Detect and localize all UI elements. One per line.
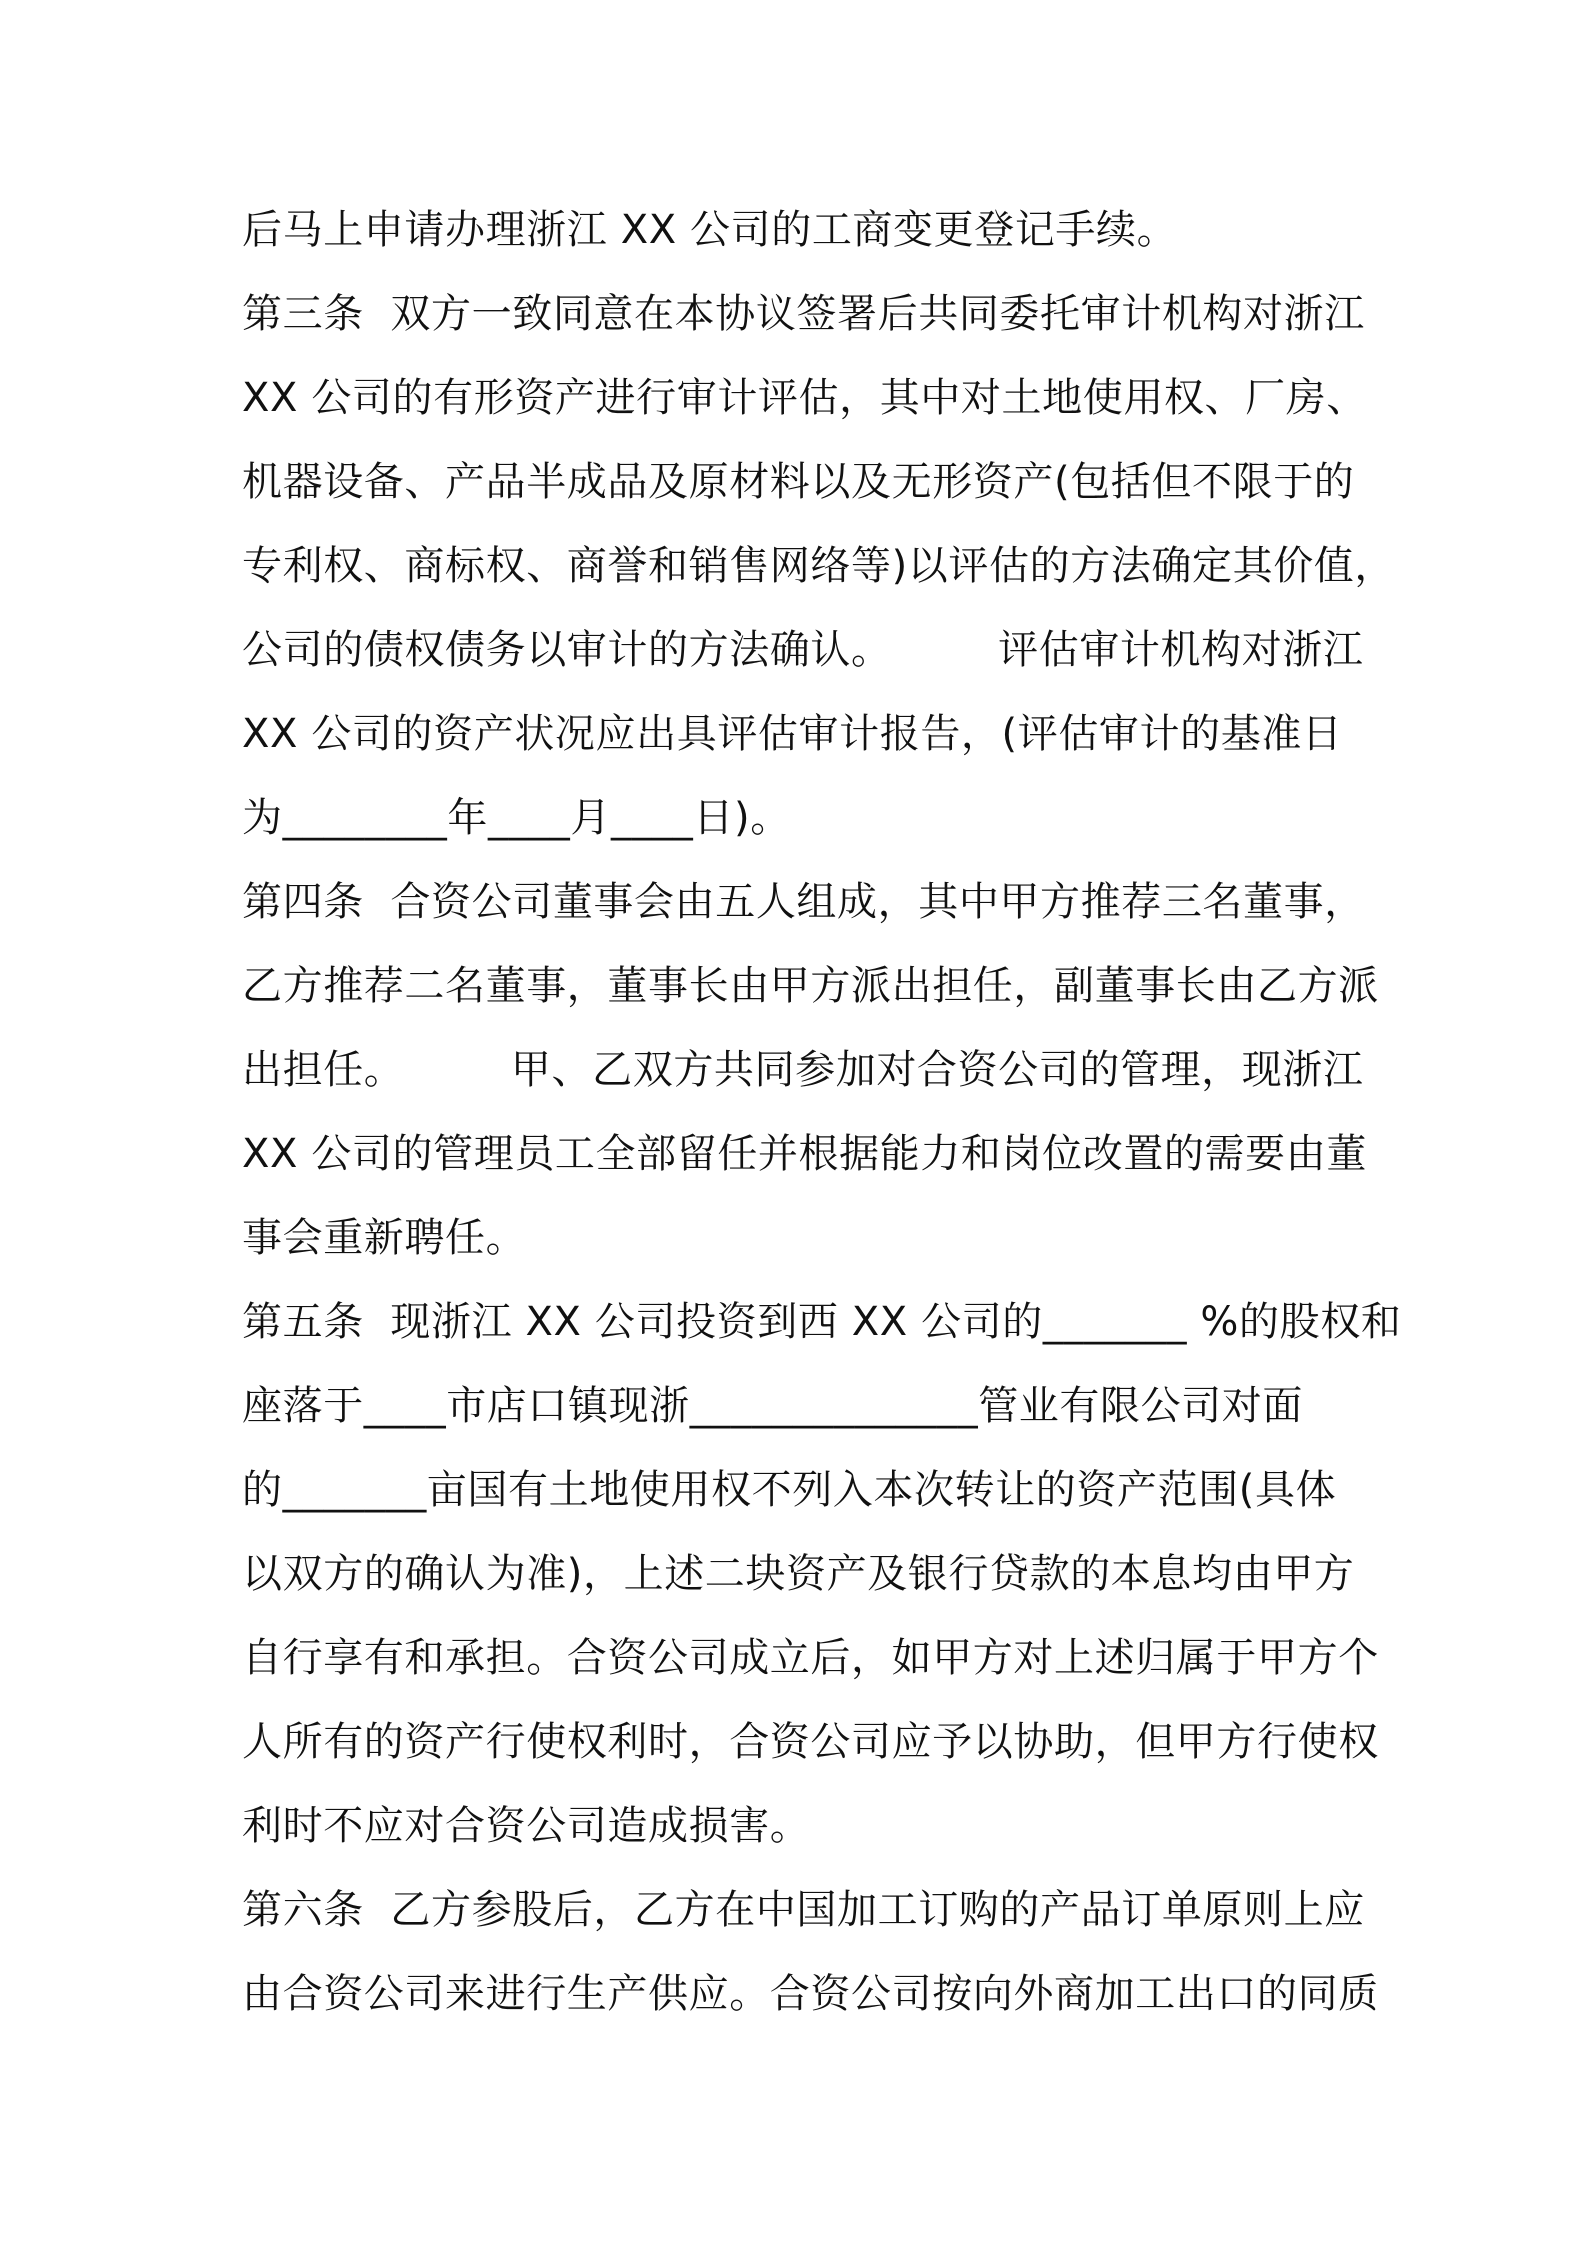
text-line: 由合资公司来进行生产供应。合资公司按向外商加工出口的同质 bbox=[242, 1971, 1379, 2017]
text-line: 专利权、商标权、商誉和销售网络等)以评估的方法确定其价值， bbox=[242, 543, 1396, 589]
text-line: 以双方的确认为准)，上述二块资产及银行贷款的本息均由甲方 bbox=[242, 1551, 1355, 1597]
text-line: 机器设备、产品半成品及原材料以及无形资产(包括但不限于的 bbox=[242, 459, 1355, 505]
text-line: 座落于____市店口镇现浙______________管业有限公司对面 bbox=[242, 1383, 1303, 1429]
text-line: 第五条 现浙江 XX 公司投资到西 XX 公司的_______ %的股权和 bbox=[242, 1299, 1402, 1345]
text-line: 第六条 乙方参股后，乙方在中国加工订购的产品订单原则上应 bbox=[242, 1887, 1365, 1933]
text-line: XX 公司的管理员工全部留任并根据能力和岗位改置的需要由董 bbox=[242, 1131, 1367, 1177]
text-line: 事会重新聘任。 bbox=[242, 1215, 527, 1261]
document-body bbox=[242, 188, 1402, 2036]
text-line: 为________年____月____日)。 bbox=[242, 795, 791, 841]
text-line: 第四条 合资公司董事会由五人组成，其中甲方推荐三名董事， bbox=[242, 879, 1365, 925]
text-line: 的_______亩国有土地使用权不列入本次转让的资产范围(具体 bbox=[242, 1467, 1337, 1513]
text-line: 乙方推荐二名董事，董事长由甲方派出担任，副董事长由乙方派 bbox=[242, 963, 1379, 1009]
text-line: 第三条 双方一致同意在本协议签署后共同委托审计机构对浙江 bbox=[242, 291, 1365, 337]
text-line: XX 公司的资产状况应出具评估审计报告，(评估审计的基准日 bbox=[242, 711, 1343, 757]
text-line: 后马上申请办理浙江 XX 公司的工商变更登记手续。 bbox=[242, 207, 1178, 253]
text-line: 利时不应对合资公司造成损害。 bbox=[242, 1803, 811, 1849]
text-line: 公司的债权债务以审计的方法确认。 评估审计机构对浙江 bbox=[242, 627, 1364, 673]
text-line: 自行享有和承担。合资公司成立后，如甲方对上述归属于甲方个 bbox=[242, 1635, 1379, 1681]
text-line: 出担任。 甲、乙双方共同参加对合资公司的管理，现浙江 bbox=[242, 1047, 1364, 1093]
text-line: XX 公司的有形资产进行审计评估，其中对土地使用权、厂房、 bbox=[242, 375, 1367, 421]
text-line: 人所有的资产行使权利时，合资公司应予以协助，但甲方行使权 bbox=[242, 1719, 1379, 1765]
